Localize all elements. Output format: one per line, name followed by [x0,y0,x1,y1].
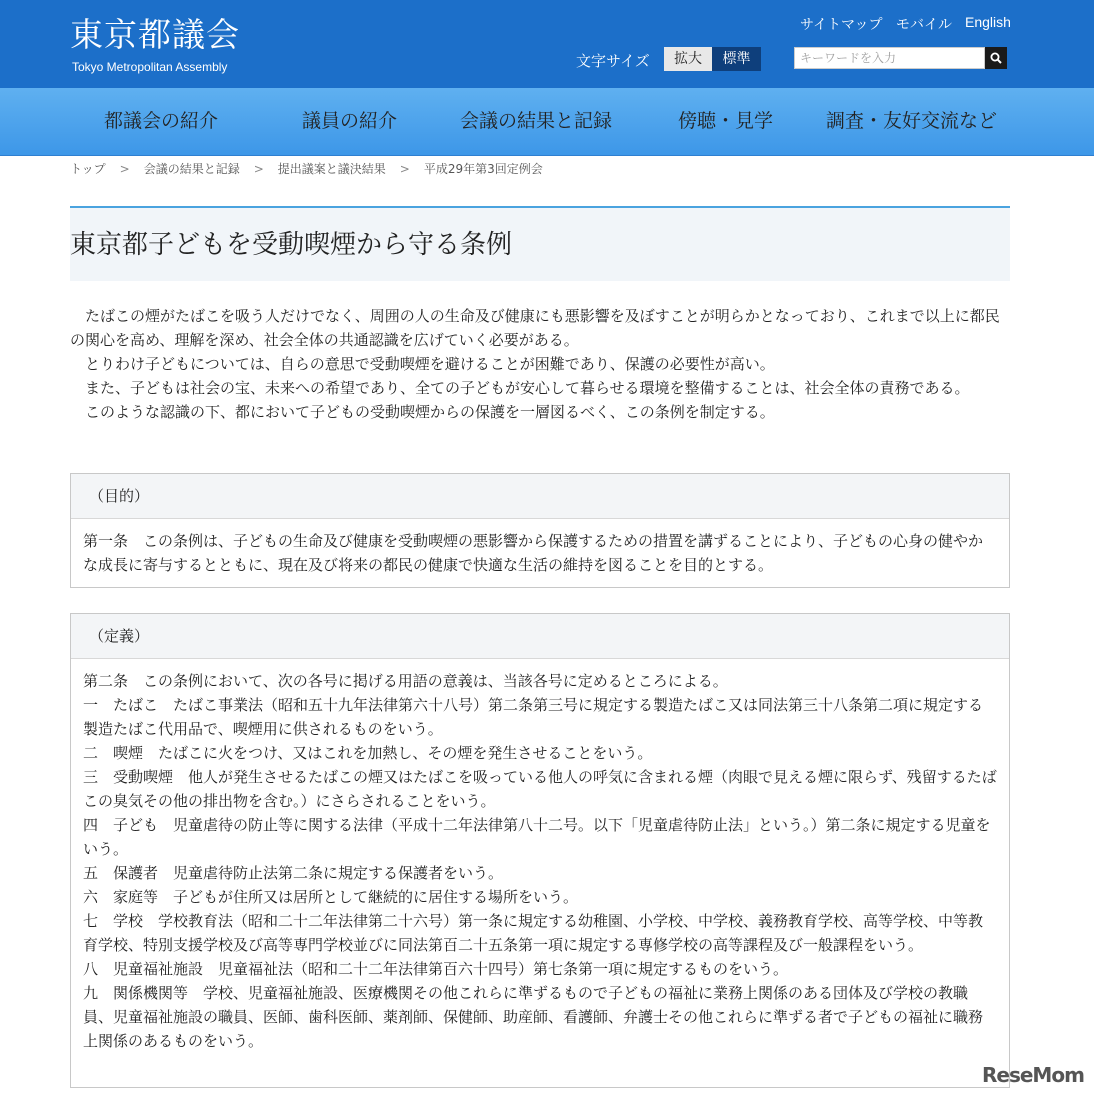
english-link[interactable]: English [965,14,1011,30]
preamble-paragraph: このような認識の下、都において子どもの受動喫煙からの保護を一層図るべく、この条例を制定する。 [85,403,775,421]
preamble-paragraph: たばこの煙がたばこを吸う人だけでなく、周囲の人の生命及び健康にも悪影響を及ぼすことが明らかとなっており、これまで以上に都民の関心を高め、理解を深め、社会全体の共通認識を広げていく必要がある。 [70,307,1000,349]
mobile-link[interactable]: モバイル [896,17,952,33]
breadcrumb-meeting-records[interactable]: 会議の結果と記録 [143,162,240,176]
article-line: 第二条 この条例において、次の各号に掲げる用語の意義は、当該各号に定めるところによる。 [83,672,728,690]
resemom-watermark: ReseMom [982,1063,1084,1087]
article-line: 五 保護者 児童虐待防止法第二条に規定する保護者をいう。 [83,864,504,882]
font-size-standard-button[interactable]: 標準 [712,47,761,71]
article-line: 六 家庭等 子どもが住所又は居所として継続的に居住する場所をいう。 [83,888,579,906]
page-title: 東京都子どもを受動喫煙から守る条例 [70,230,513,260]
section-body [71,659,1009,1063]
article-line: 三 受動喫煙 他人が発生させるたばこの煙又はたばこを吸っている他人の呼気に含まれる煙（肉眼で見える煙に限らず、残留するたばこの臭気その他の排出物を含む。）にさらされることをいう。 [83,768,997,810]
breadcrumb-separator: > [119,162,130,176]
site-logo-subtitle[interactable]: Tokyo Metropolitan Assembly [72,60,228,74]
article-purpose-section [70,473,1010,588]
section-body [71,519,1009,587]
page-title-box [70,206,1010,281]
section-heading: （定義） [71,614,1009,659]
breadcrumb-separator: > [399,162,410,176]
font-size-label: 文字サイズ [576,52,650,70]
preamble-paragraph: また、子どもは社会の宝、未来への希望であり、全ての子どもが安心して暮らせる環境を整備することは、社会全体の責務である。 [85,379,970,397]
breadcrumb-current: 平成29年第3回定例会 [423,162,543,176]
breadcrumb-top[interactable]: トップ [70,162,106,176]
breadcrumb-separator: > [253,162,264,176]
preamble-paragraph: とりわけ子どもについては、自らの意思で受動喫煙を避けることが困難であり、保護の必要性が高い。 [85,355,775,373]
search-button[interactable] [985,47,1007,69]
article-line: 第一条 この条例は、子どもの生命及び健康を受動喫煙の悪影響から保護するための措置を講ずることにより、子どもの心身の健やかな成長に寄与するとともに、現在及び将来の都民の健康で快適な生活の維持を図ることを目的とする。 [83,532,984,574]
search-input[interactable] [794,47,985,69]
font-size-large-button[interactable]: 拡大 [664,47,712,71]
breadcrumb [70,160,543,177]
main-nav [0,88,1094,156]
nav-item-meeting-records[interactable]: 会議の結果と記録 [460,110,613,132]
preamble [70,304,1010,424]
article-line: 一 たばこ たばこ事業法（昭和五十九年法律第六十八号）第二条第三号に規定する製造たばこ又は同法第三十八条第二項に規定する製造たばこ代用品で、喫煙用に供されるものをいう。 [83,696,984,738]
nav-item-research-exchange[interactable]: 調査・友好交流など [826,110,998,132]
nav-item-members[interactable]: 議員の紹介 [302,110,398,132]
article-line: 二 喫煙 たばこに火をつけ、又はこれを加熱し、その煙を発生させることをいう。 [83,744,653,762]
section-heading: （目的） [71,474,1009,519]
search-icon [990,52,1002,64]
site-logo-title[interactable]: 東京都議会 [70,15,240,54]
site-header [0,0,1094,88]
nav-item-assembly-intro[interactable]: 都議会の紹介 [104,110,219,132]
article-definitions-section [70,613,1010,1088]
sitemap-link[interactable]: サイトマップ [800,17,883,33]
breadcrumb-bills-results[interactable]: 提出議案と議決結果 [277,162,386,176]
nav-item-visit[interactable]: 傍聴・見学 [678,110,774,132]
article-line: 八 児童福祉施設 児童福祉法（昭和二十二年法律第百六十四号）第七条第一項に規定するものをいう。 [83,960,789,978]
article-line: 四 子ども 児童虐待の防止等に関する法律（平成十二年法律第八十二号。以下「児童虐待防止法」という。）第二条に規定する児童をいう。 [83,816,991,858]
article-line: 九 関係機関等 学校、児童福祉施設、医療機関その他これらに準ずるもので子どもの福祉に業務上関係のある団体及び学校の教職員、児童福祉施設の職員、医師、歯科医師、薬剤師、保健師、助産師、看護師、弁護士その他これらに準ずる者で子どもの福祉に職務上関係のあるものをいう。 [83,984,984,1050]
article-line: 七 学校 学校教育法（昭和二十二年法律第二十六号）第一条に規定する幼稚園、小学校、中学校、義務教育学校、高等学校、中等教育学校、特別支援学校及び高等専門学校並びに同法第百二十五条第一項に規定する専修学校の高等課程及び一般課程をいう。 [83,912,984,954]
